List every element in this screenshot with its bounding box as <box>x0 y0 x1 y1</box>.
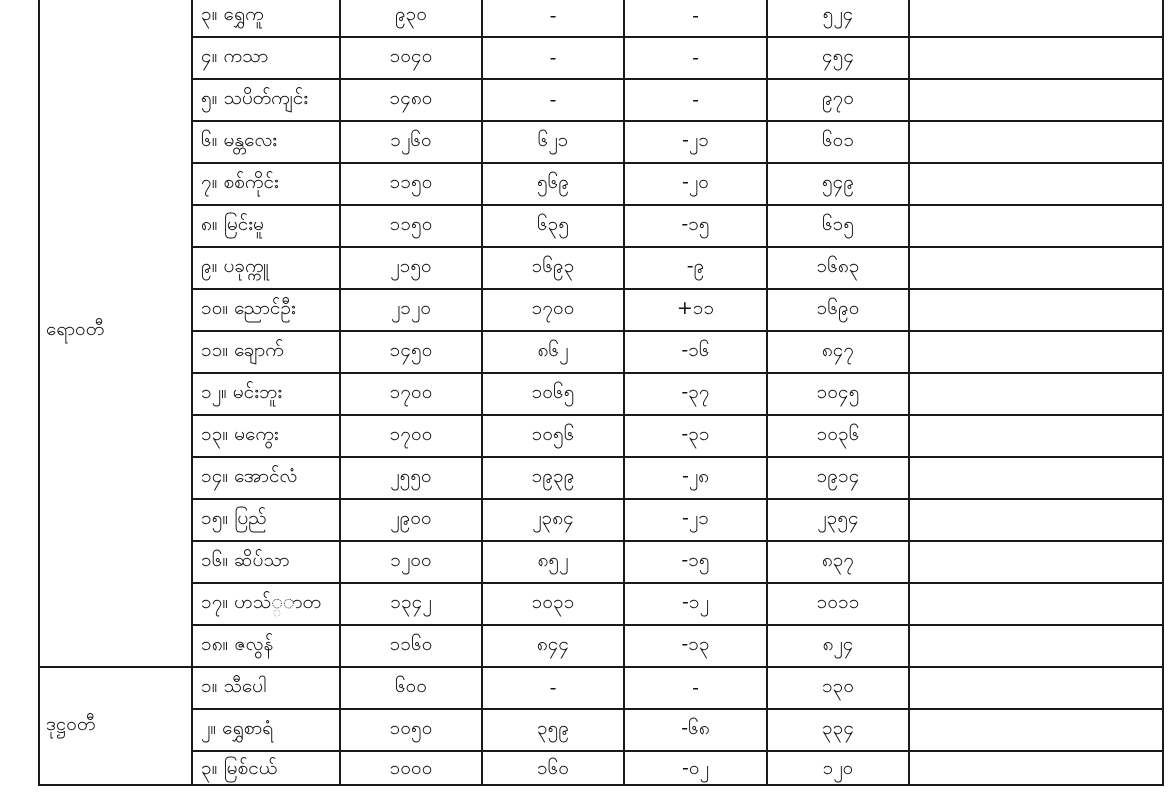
station-name-cell: ၅။ သပိတ်ကျင်း <box>192 79 340 121</box>
value-cell: ၁၁၆၀ <box>340 625 482 667</box>
table-row <box>39 121 1163 163</box>
table-row <box>39 79 1163 121</box>
station-name-cell: ၁၇။ ဟသ်္ာတ <box>192 583 340 625</box>
value-cell: ၂၅၅၀ <box>340 457 482 499</box>
remarks-cell <box>909 121 1163 163</box>
remarks-cell <box>909 289 1163 331</box>
change-cell: -၀၂ <box>624 751 767 785</box>
change-cell: -၂၀ <box>624 163 767 205</box>
value-cell: ၂၁၅၀ <box>340 247 482 289</box>
change-cell: -၃၇ <box>624 373 767 415</box>
district-name-cell: ဒုဋ္ဌဝတီ <box>39 667 192 785</box>
table-row <box>39 331 1163 373</box>
remarks-cell <box>909 163 1163 205</box>
station-name-cell: ၁၄။ အောင်လံ <box>192 457 340 499</box>
remarks-cell <box>909 499 1163 541</box>
value-cell: ၁၀၀၀ <box>340 751 482 785</box>
table-body <box>39 0 1163 785</box>
change-cell: -၁၆ <box>624 331 767 373</box>
value-cell: ၁၀၅၆ <box>482 415 624 457</box>
table-row <box>39 709 1163 751</box>
value-cell: ၁၉၃၉ <box>482 457 624 499</box>
value-cell: ၁၉၁၄ <box>767 457 909 499</box>
table-row <box>39 37 1163 79</box>
remarks-cell <box>909 205 1163 247</box>
station-name-cell: ၁၁။ ချောက် <box>192 331 340 373</box>
change-cell: -၁၅ <box>624 541 767 583</box>
value-cell: ၁၆၉၃ <box>482 247 624 289</box>
station-name-cell: ၇။ စစ်ကိုင်း <box>192 163 340 205</box>
remarks-cell <box>909 457 1163 499</box>
table-row <box>39 751 1163 785</box>
remarks-cell <box>909 625 1163 667</box>
value-cell: ၁၄၈၀ <box>340 79 482 121</box>
table-row <box>39 205 1163 247</box>
value-cell: - <box>482 79 624 121</box>
river-level-table <box>38 0 1164 786</box>
value-cell: ၆၀၀ <box>340 667 482 709</box>
change-cell: - <box>624 79 767 121</box>
station-name-cell: ၁၃။ မကွေး <box>192 415 340 457</box>
value-cell: ၁၀၁၁ <box>767 583 909 625</box>
remarks-cell <box>909 331 1163 373</box>
station-name-cell: ၁။ သီပေါ <box>192 667 340 709</box>
value-cell: ၁၀၃၁ <box>482 583 624 625</box>
value-cell: ၆၁၅ <box>767 205 909 247</box>
table-row <box>39 583 1163 625</box>
value-cell: ၈၃၇ <box>767 541 909 583</box>
station-name-cell: ၃။ မြစ်ငယ် <box>192 751 340 785</box>
value-cell: ၁၆၉၀ <box>767 289 909 331</box>
value-cell: ၁၀၃၆ <box>767 415 909 457</box>
remarks-cell <box>909 667 1163 709</box>
table-row <box>39 373 1163 415</box>
station-name-cell: ၄။ ကသာ <box>192 37 340 79</box>
value-cell: ၈၄၇ <box>767 331 909 373</box>
value-cell: ၃၅၉ <box>482 709 624 751</box>
change-cell: -၂၈ <box>624 457 767 499</box>
value-cell: ၁၂၀၀ <box>340 541 482 583</box>
change-cell: -၃၁ <box>624 415 767 457</box>
remarks-cell <box>909 247 1163 289</box>
value-cell: ၅၆၉ <box>482 163 624 205</box>
value-cell: ၅၄၉ <box>767 163 909 205</box>
station-name-cell: ၈။ မြင်းမူ <box>192 205 340 247</box>
value-cell: ၁၇၀၀ <box>482 289 624 331</box>
remarks-cell <box>909 541 1163 583</box>
change-cell: - <box>624 667 767 709</box>
table-row <box>39 247 1163 289</box>
station-name-cell: ၂။ ရွှေစာရံ <box>192 709 340 751</box>
change-cell: +၁၁ <box>624 289 767 331</box>
value-cell: ၁၂၀ <box>767 751 909 785</box>
value-cell: ၉၃၀ <box>340 0 482 37</box>
station-name-cell: ၁၈။ ဇလွန် <box>192 625 340 667</box>
change-cell: -၂၁ <box>624 121 767 163</box>
change-cell: - <box>624 0 767 37</box>
value-cell: ၂၃၈၄ <box>482 499 624 541</box>
value-cell: ၁၀၄၀ <box>340 37 482 79</box>
value-cell: ၆၀၁ <box>767 121 909 163</box>
district-name-cell: ရောဝတီ <box>39 0 192 667</box>
remarks-cell <box>909 79 1163 121</box>
value-cell: ၈၄၄ <box>482 625 624 667</box>
remarks-cell <box>909 583 1163 625</box>
value-cell: ၁၃၄၂ <box>340 583 482 625</box>
station-name-cell: ၉။ ပခုက္ကူ <box>192 247 340 289</box>
table-row <box>39 499 1163 541</box>
value-cell: ၁၇၀၀ <box>340 373 482 415</box>
station-name-cell: ၁၅။ ပြည် <box>192 499 340 541</box>
station-name-cell: ၁၂။ မင်းဘူး <box>192 373 340 415</box>
remarks-cell <box>909 0 1163 37</box>
value-cell: ၁၀၄၅ <box>767 373 909 415</box>
value-cell: ၂၉၀၀ <box>340 499 482 541</box>
value-cell: - <box>482 667 624 709</box>
table-row <box>39 163 1163 205</box>
table-row <box>39 457 1163 499</box>
station-name-cell: ၁၆။ ဆိပ်သာ <box>192 541 340 583</box>
change-cell: -၂၁ <box>624 499 767 541</box>
value-cell: ၁၂၆၀ <box>340 121 482 163</box>
value-cell: ၅၂၄ <box>767 0 909 37</box>
station-name-cell: ၆။ မန္တလေး <box>192 121 340 163</box>
table-row <box>39 667 1163 709</box>
value-cell: ၆၃၅ <box>482 205 624 247</box>
change-cell: -၁၂ <box>624 583 767 625</box>
value-cell: - <box>482 0 624 37</box>
value-cell: ၁၄၅၀ <box>340 331 482 373</box>
table-row <box>39 415 1163 457</box>
value-cell: ၈၅၂ <box>482 541 624 583</box>
remarks-cell <box>909 373 1163 415</box>
value-cell: ၉၇၀ <box>767 79 909 121</box>
table-row <box>39 0 1163 37</box>
value-cell: ၄၅၄ <box>767 37 909 79</box>
value-cell: - <box>482 37 624 79</box>
remarks-cell <box>909 751 1163 785</box>
change-cell: - <box>624 37 767 79</box>
value-cell: ၈၂၄ <box>767 625 909 667</box>
value-cell: ၁၀၆၅ <box>482 373 624 415</box>
value-cell: ၁၁၅၀ <box>340 205 482 247</box>
change-cell: -၆၈ <box>624 709 767 751</box>
change-cell: -၉ <box>624 247 767 289</box>
value-cell: ၃၃၄ <box>767 709 909 751</box>
table-row <box>39 289 1163 331</box>
change-cell: -၁၃ <box>624 625 767 667</box>
table-row <box>39 541 1163 583</box>
value-cell: ၁၆၈၃ <box>767 247 909 289</box>
station-name-cell: ၁၀။ ညောင်ဦး <box>192 289 340 331</box>
value-cell: ၂၃၅၄ <box>767 499 909 541</box>
remarks-cell <box>909 709 1163 751</box>
value-cell: ၁၀၅၀ <box>340 709 482 751</box>
value-cell: ၁၁၅၀ <box>340 163 482 205</box>
table-row <box>39 625 1163 667</box>
remarks-cell <box>909 37 1163 79</box>
value-cell: ၈၆၂ <box>482 331 624 373</box>
value-cell: ၁၇၀၀ <box>340 415 482 457</box>
value-cell: ၂၁၂၀ <box>340 289 482 331</box>
station-name-cell: ၃။ ရွှေကူ <box>192 0 340 37</box>
value-cell: ၁၃၀ <box>767 667 909 709</box>
value-cell: ၆၂၁ <box>482 121 624 163</box>
value-cell: ၁၆၀ <box>482 751 624 785</box>
remarks-cell <box>909 415 1163 457</box>
change-cell: -၁၅ <box>624 205 767 247</box>
